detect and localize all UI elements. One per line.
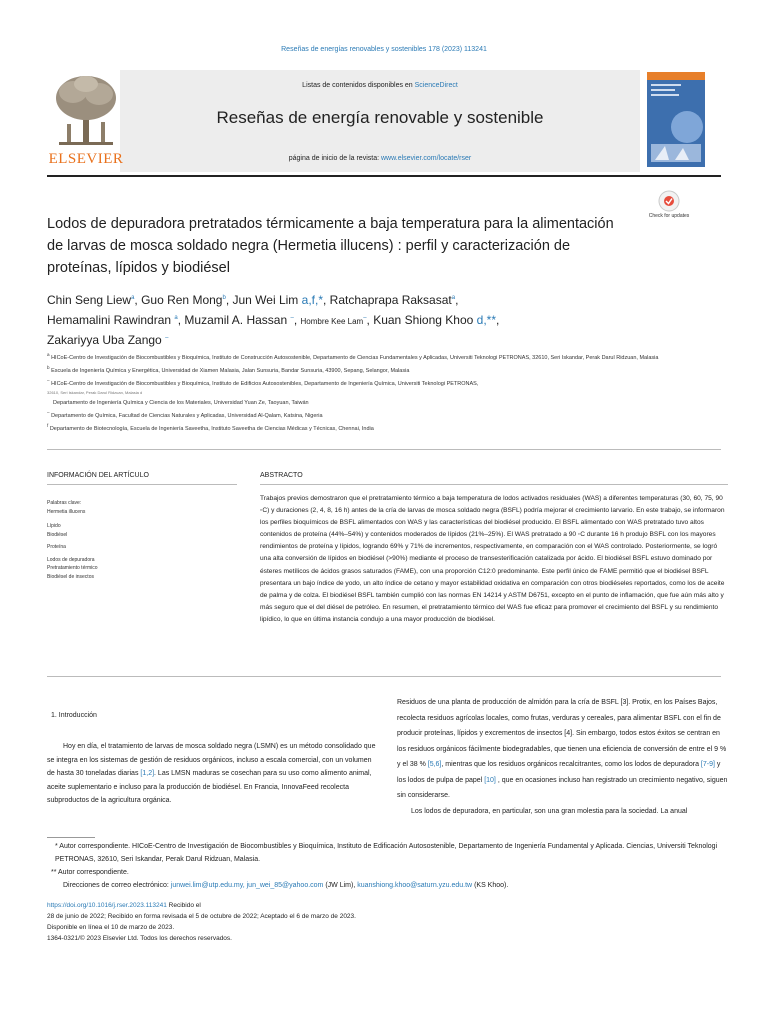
online-date: Disponible en línea el 10 de marzo de 2023. — [47, 924, 175, 931]
affiliation-item — [47, 363, 727, 376]
email-addresses — [47, 879, 737, 892]
affiliation-item — [47, 408, 727, 421]
keyword: Biodiésel de insectos — [47, 573, 94, 580]
keyword: Proteína — [47, 544, 66, 550]
author-list: Chin Seng Liew$^a$, Guo Ren Mong$^b$, Jun Wei Lim a,f,*, Ratchaprapa Raksasat$^a$, Hemamalini Rawindran $^a$, Muzamil A. Hassan –, Hombre Kee Lam–, Kuan Shiong Khoo d,**, Zakariyya Uba Zango – — [47, 293, 500, 347]
footnote-divider — [47, 837, 95, 838]
affiliation-text: Departamento de Ingeniería Química y Ciencia de los Materiales, Universidad Yuan Ze, Taoyuan, Taiwán — [53, 400, 309, 407]
received-label: Recibido el — [166, 902, 201, 909]
author-name[interactable]: Jun Wei Lim — [232, 293, 299, 307]
citation-link[interactable]: [5,6] — [427, 761, 442, 768]
section-divider — [47, 449, 721, 450]
header-divider — [47, 175, 721, 177]
author-name[interactable]: Hombre Kee Lam — [300, 316, 364, 326]
citation-link[interactable]: [7-9] — [700, 761, 715, 768]
abstract-divider — [260, 484, 728, 485]
affiliation-item — [47, 388, 727, 398]
affiliation-item — [47, 376, 727, 389]
introduction-heading: 1. Introducción — [51, 712, 97, 719]
keyword: Lípido — [47, 523, 61, 529]
body-text: , mientras que los residuos orgánicos recalcitrantes, como los lodos de depuradora — [441, 761, 701, 768]
body-right-column — [397, 695, 729, 819]
body-text: , que en ocasiones incluso han registrado un crecimiento negativo, siguen sin considerarse. — [397, 776, 728, 799]
keyword: Hermetia illucens — [47, 508, 86, 515]
author-name[interactable]: Hemamalini Rawindran — [47, 312, 172, 327]
author-affil-mark[interactable]: b — [222, 295, 226, 301]
author-name[interactable]: Chin Seng Liew — [47, 293, 132, 307]
footnotes — [47, 840, 737, 892]
author-name[interactable]: Guo Ren Mong — [141, 293, 223, 307]
abstract-end-divider — [47, 676, 721, 677]
corresponding-author-note: * Autor correspondiente. HICoE-Centro de Investigación de Biocombustibles y Bioquímica, Instituto de Edificación Autosostenible, Departamento de Ingeniería Fundamental y Aplicada. Ciencias, Universiti Teknologi PETRONAS, 32610, Seri Iskandar, Perak Darul Ridzuan, Malasia. — [55, 843, 718, 863]
homepage-prefix: página de inicio de la revista: — [288, 155, 381, 162]
body-text: y los lodos de pulpa de papel — [397, 761, 721, 784]
author-affil-mark[interactable]: – — [363, 314, 367, 321]
author-affil-mark[interactable]: d,** — [476, 312, 496, 327]
email-link[interactable]: junwei.lim@utp.edu.my, jun_wei_85@yahoo.com — [170, 882, 324, 889]
body-text: Hoy en día, el tratamiento de larvas de mosca soldado negra (LSMN) es un método consolidado que se integra en los sistemas de gestión de residuos orgánicos, incluso a escala comercial, con un volumen de hasta 30 toneladas diarias — [47, 743, 376, 777]
citation-link[interactable]: [10] — [484, 776, 496, 784]
email-prefix: Direcciones de correo electrónico: — [63, 882, 171, 889]
body-paragraph — [47, 740, 377, 808]
contents-prefix: Listas de contenidos disponibles en — [302, 82, 415, 89]
keyword: Biodiésel — [47, 531, 68, 538]
email-owner: (KS Khoo). — [472, 882, 509, 889]
author-affil-mark[interactable]: – — [165, 335, 169, 341]
affiliation-text: Departamento de Química, Facultad de Ciencias Naturales y Aplicadas, Universidad Al-Qalam, Katsina, Nigeria — [51, 413, 323, 420]
sciencedirect-link[interactable]: ScienceDirect — [414, 82, 458, 89]
abstract-heading: ABSTRACTO — [260, 472, 303, 479]
author-name[interactable]: Muzamil A. Hassan — [184, 312, 288, 327]
keywords-label: Palabras clave: — [47, 500, 82, 506]
affiliation-text: Departamento de Biotecnología, Escuela de Ingeniería Saveetha, Instituto Saveetha de Ciencias Médicas y Técnicas, Chennai, India — [49, 426, 374, 433]
body-left-column — [47, 740, 377, 808]
publication-info — [47, 900, 737, 944]
author-affil-mark[interactable]: a — [174, 314, 178, 321]
author-affil-mark[interactable]: – — [290, 314, 294, 321]
affiliations — [47, 350, 727, 434]
contents-line — [120, 82, 640, 89]
article-info-heading: INFORMACIÓN DEL ARTÍCULO — [47, 472, 149, 479]
author-name[interactable]: Zakariyya Uba Zango — [47, 333, 162, 347]
elsevier-wordmark: ELSEVIER — [48, 151, 124, 167]
citation-link[interactable]: [1,2] — [140, 770, 155, 777]
affiliation-text: HICoE-Centro de Investigación de Biocombustibles y Bioquímica, Instituto de Construcción Autosostenible, Departamento de Ciencias Fundamentales y Aplicadas, Universiti Teknologi PETRONAS, 32610, Seri Iskandar, Perak Darul Ridzuan, Malasia — [51, 354, 659, 361]
journal-homepage-link[interactable]: www.elsevier.com/locate/rser — [380, 155, 472, 162]
author-affil-mark[interactable]: a — [131, 295, 135, 301]
affiliation-text: 32610, Seri Iskandar, Perak Darul Ridzuan, Malasia d — [47, 390, 143, 396]
keyword: Pretratamiento térmico — [47, 565, 98, 571]
journal-title: Reseñas de energía renovable y sostenible — [216, 108, 544, 127]
keywords-block — [47, 499, 237, 581]
affiliation-text: Escuela de Ingeniería Química y Energética, Universidad de Xiamen Malasia, Jalan Sunsuria, Bandar Sunsuria, 43900, Sepang, Selangor, Malasia — [51, 367, 410, 374]
doi-link[interactable]: https://doi.org/10.1016/j.rser.2023.113241 — [47, 902, 167, 909]
body-paragraph: Los lodos de depuradora, en particular, son una gran molestia para la sociedad. La anual — [411, 807, 688, 815]
author-affil-mark[interactable]: a,f,* — [301, 293, 323, 307]
body-paragraph — [397, 695, 729, 804]
homepage-line — [120, 155, 640, 162]
affiliation-item — [47, 421, 727, 434]
journal-cover-thumbnail[interactable] — [647, 72, 705, 167]
doi-line — [47, 900, 737, 911]
copyright: 1364-0321/© 2023 Elsevier Ltd. Todos los derechos reservados. — [47, 935, 232, 942]
abstract-text: Trabajos previos demostraron que el pretratamiento térmico a baja temperatura de lodos activados residuales (WAS) a diferentes temperaturas (30, 60, 75, 90 ◦C) y duraciones (2, 4, 8, 16 h) antes de la cría de larvas de mosca soldado negra (BSFL) podría mejorar el crecimiento larvario. En este trabajo, se informaron los perfiles bioquímicos de BSFL alimentados con WAS y las características del biodiésel producido. El BSFL alimentado con WAS pretratado tuvo altos contenidos de proteína (44%–54%) y contenidos moderados de lípidos (21%–25%). El WAS pretratado a 90 ◦C durante 16 h produjo BSFL con los mayores rendimientos de proteína y lípidos, logrando 69% y 71% de incrementos, respectivamente, en comparación con el WAS controlado. Posteriormente, se logró una alta conversión de lípidos en biodiésel (>90%) mediante el proceso de transesterificación catalizada por ácido. El biodiésel BSFL estuvo dominado por ésteres metílicos de ácidos grasos saturados (FAME), con una proporción C12:0 predominante. Este perfil único de FAME permitió que el biodiésel BSFL presentara un bajo índice de yodo, un alto índice de cetano y mayor estabilidad oxidativa en comparación con otros biodiéseles reportados, como los de aceite de palma y de colza. El biodiésel BSFL también cumplió con las normas EN 14214 y ASTM D6751, excepto en el punto de inflamación, que fue aún más alto y más seguro que el del diésel de petróleo. En resumen, el pretratamiento térmico del WAS fue eficaz para promover el crecimiento del BSFL y su rendimiento lipídico, lo que en última instancia condujo a una mayor producción de biodiésel. — [260, 495, 725, 623]
history-dates: 28 de junio de 2022; Recibido en forma revisada el 5 de octubre de 2022; Aceptado el 6 de marzo de 2023. — [47, 913, 356, 920]
affiliation-item — [47, 398, 727, 408]
affiliation-mark: a — [47, 352, 50, 357]
article-info-divider — [47, 484, 237, 485]
email-owner: (JW Lim), — [323, 882, 358, 889]
journal-citation[interactable]: Reseñas de energías renovables y sostenibles 178 (2023) 113241 — [281, 46, 487, 53]
keyword: Lodos de depuradora — [47, 556, 95, 563]
check-for-updates-label: Check for updates — [648, 213, 690, 219]
article-title: Lodos de depuradora pretratados térmicamente a baja temperatura para la alimentación de larvas de mosca soldado negra (Hermetia illucens) : perfil y caracterización de proteínas, lípidos y biodiésel — [47, 216, 614, 276]
affiliation-mark: – — [47, 377, 50, 383]
affiliation-mark: f — [47, 423, 49, 429]
body-text: . Las LMSN maduras se cosechan para su uso como alimento animal, aceite suplementario e incluso para la producción de biodiésel. En Francia, InnovaFeed recolecta subproductos de la agricultura orgánica. — [47, 770, 372, 804]
affiliation-item — [47, 350, 727, 363]
check-for-updates-badge[interactable] — [652, 190, 686, 230]
body-text: Residuos de una planta de producción de almidón para la cría de BSFL [3]. Protix, en los Países Bajos, recolecta residuos agrícolas locales, como frutas, verduras y cereales, para alimentar BSFL con el fin de producir proteínas, lípidos y excrementos de insectos [4]. Sin embargo, todos estos éxitos se centran en los residuos orgánicos fácilmente biodegradables, que tienen una eficiencia de conversión de entre el 9 % y el 38 % — [397, 699, 727, 768]
affiliation-mark: – — [47, 410, 50, 416]
email-link[interactable]: kuanshiong.khoo@saturn.yzu.edu.tw — [357, 882, 473, 889]
author-affil-mark[interactable]: a — [451, 295, 456, 301]
author-name[interactable]: Kuan Shiong Khoo — [373, 312, 474, 327]
affiliation-text: HICoE-Centro de Investigación de Biocombustibles y Bioquímica, Instituto de Edificios Autosostenibles, Departamento de Ingeniería Química, Universiti Teknologi PETRONAS, — [51, 380, 479, 387]
affiliation-mark: b — [47, 364, 50, 370]
author-name[interactable]: Ratchaprapa Raksasat — [329, 293, 452, 307]
corresponding-author-note: ** Autor correspondiente. — [51, 869, 129, 876]
